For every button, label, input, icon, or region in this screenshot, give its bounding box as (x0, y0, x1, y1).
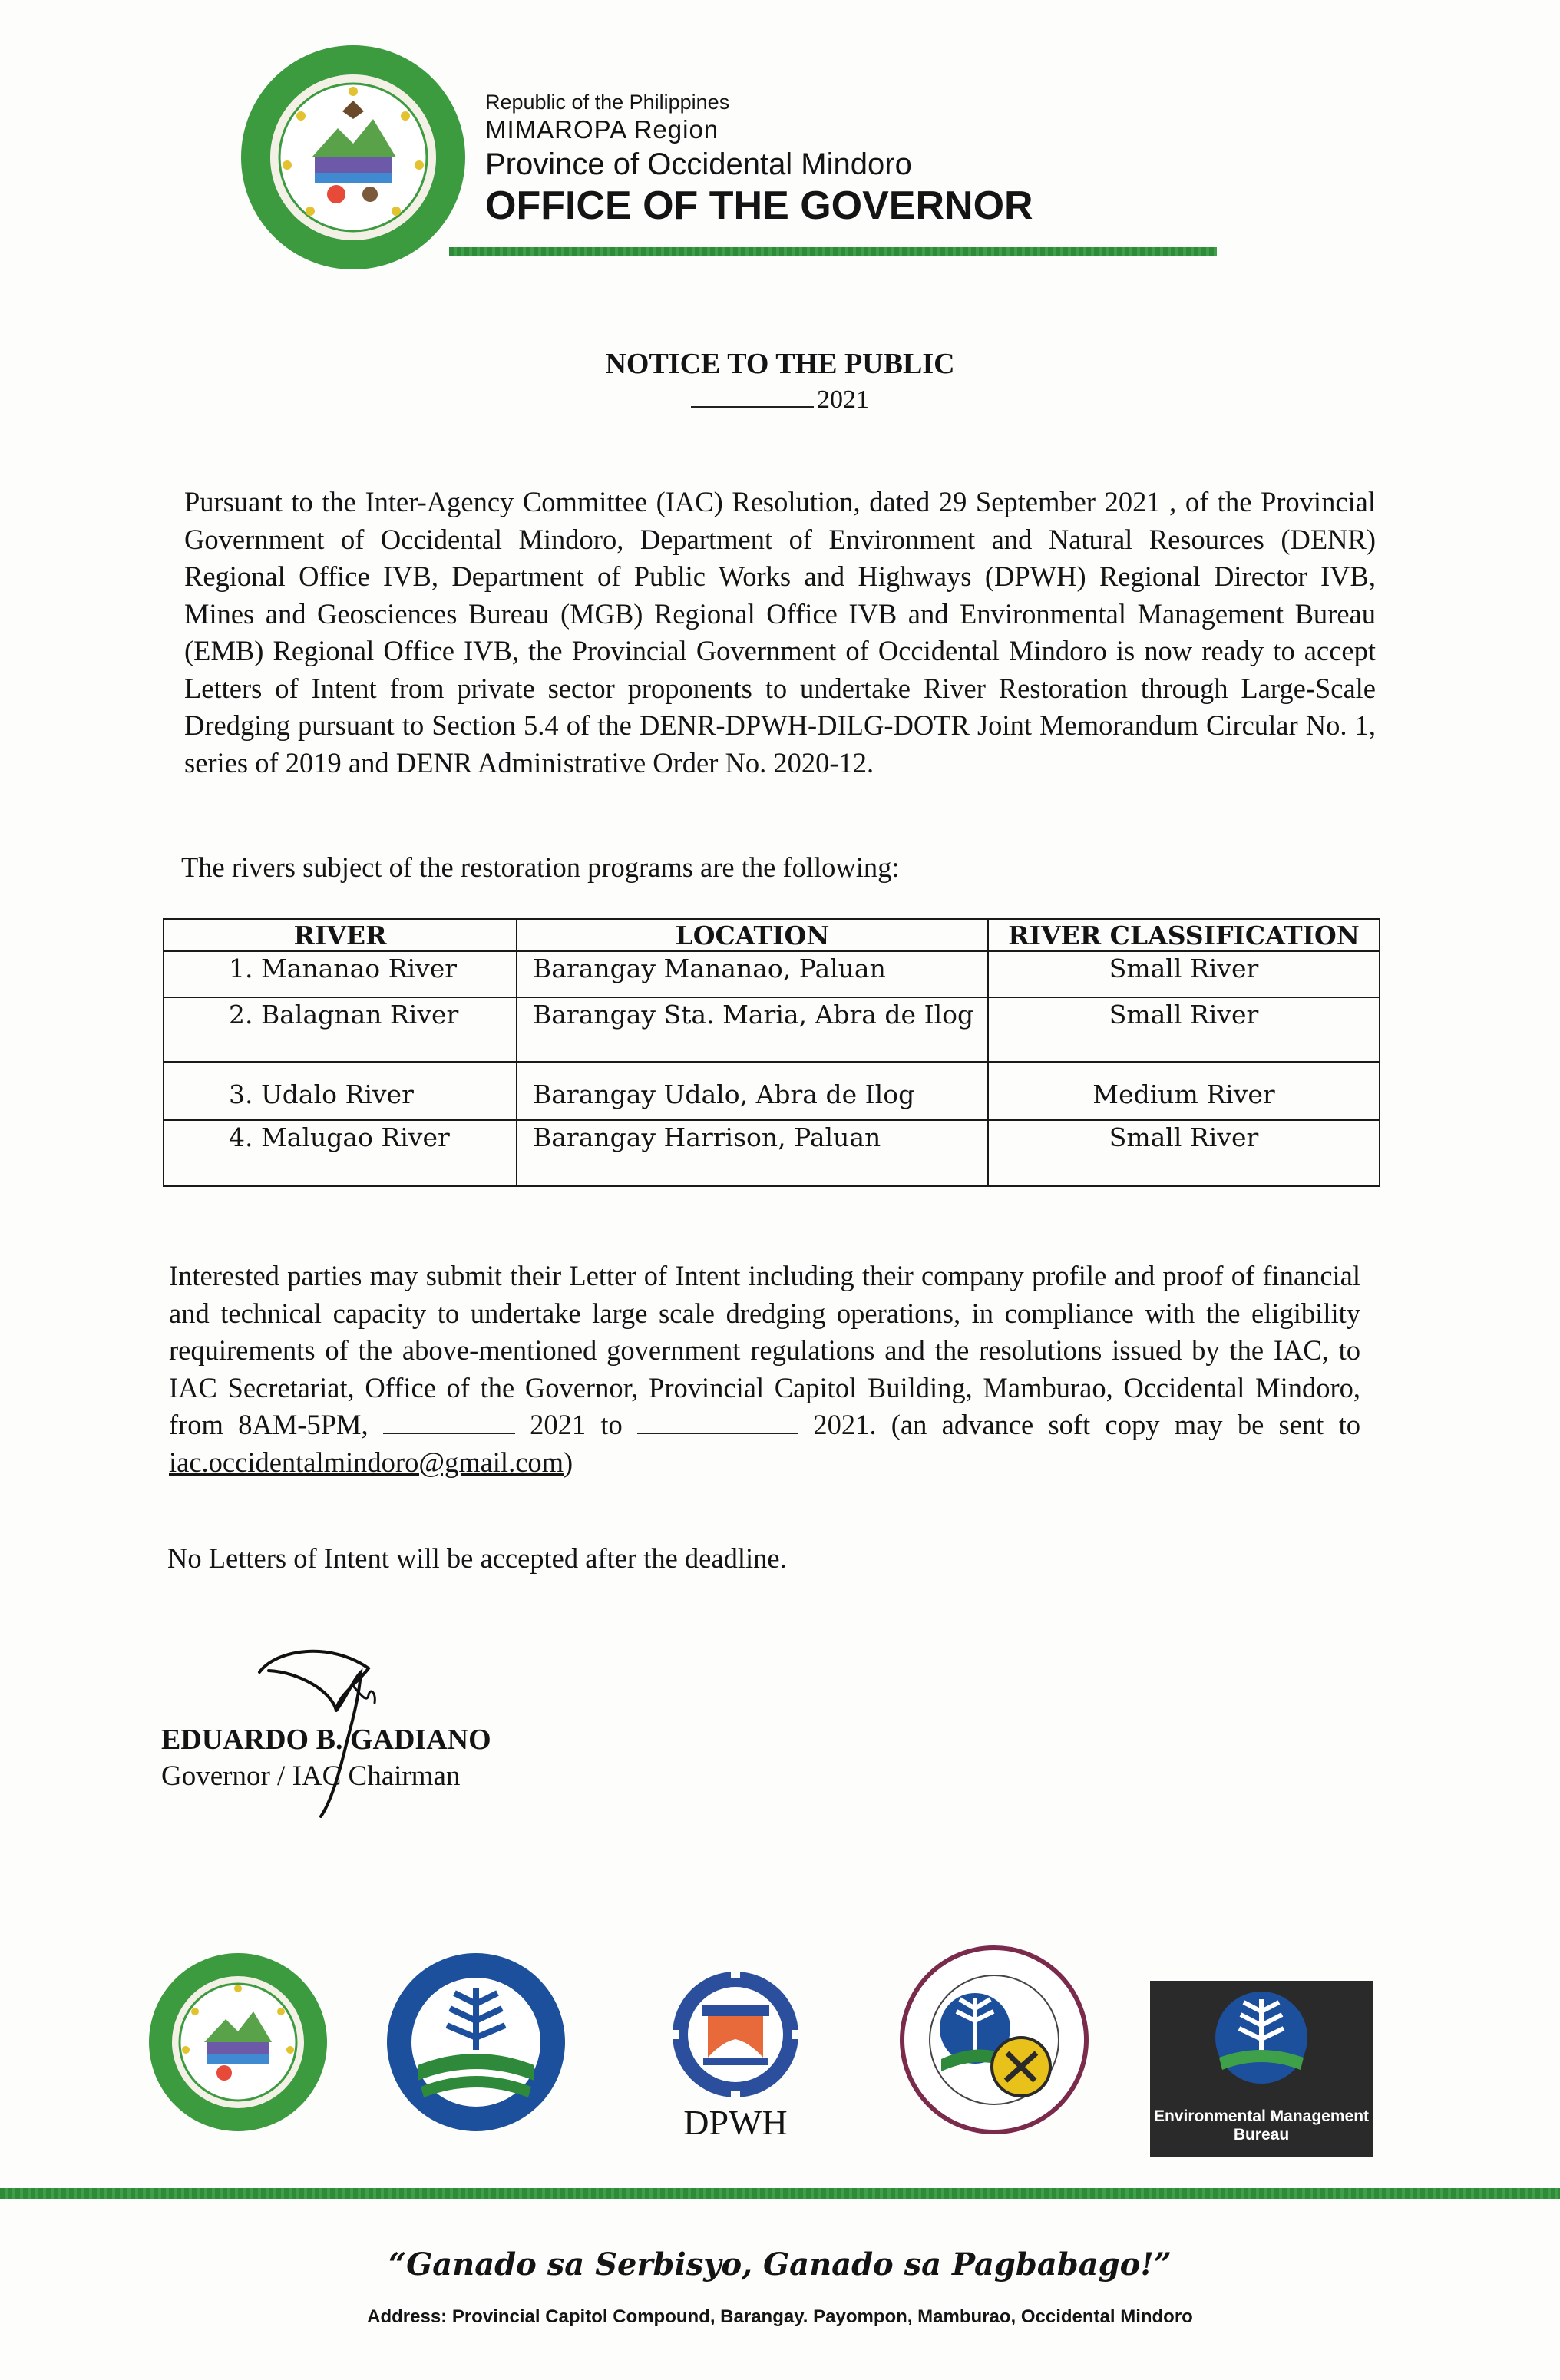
notice-title: NOTICE TO THE PUBLIC (605, 348, 955, 380)
emb-logo-mark (1150, 1981, 1373, 2104)
office-title: OFFICE OF THE GOVERNOR (485, 183, 1033, 228)
river-location: Barangay Udalo, Abra de Ilog (517, 1062, 988, 1120)
river-name: 4. Malugao River (164, 1120, 517, 1186)
start-date-blank (383, 1416, 515, 1434)
river-name: 3. Udalo River (164, 1062, 517, 1120)
mgb-logo (898, 1944, 1090, 2136)
motto: “Ganado sa Serbisyo, Ganado sa Pagbabago!” (388, 2246, 1172, 2282)
closing-paren: ) (564, 1446, 573, 1478)
dpwh-label: DPWH (683, 2103, 788, 2142)
table-row (164, 951, 1380, 997)
river-classification: Small River (988, 1120, 1380, 1186)
provincial-seal-logo (238, 42, 468, 273)
river-name: 1. Mananao River (164, 951, 517, 997)
footer-divider (0, 2188, 1560, 2199)
end-date-blank (637, 1416, 798, 1434)
signatory-name: EDUARDO B. GADIANO (161, 1724, 491, 1756)
notice-date (0, 385, 1560, 415)
river-name: 2. Balagnan River (164, 997, 517, 1062)
submission-text-year: 2021. (an advance soft copy may be sent to (813, 1409, 1361, 1440)
republic-line: Republic of the Philippines (485, 91, 730, 114)
dpwh-logo (659, 1965, 812, 2104)
province-line: Province of Occidental Mindoro (485, 147, 912, 181)
header-divider (449, 247, 1217, 256)
denr-logo (384, 1950, 568, 2134)
emb-label-line1: Environmental Management (1153, 2107, 1370, 2125)
notice-year: 2021 (817, 385, 869, 414)
river-location: Barangay Sta. Maria, Abra de Ilog (517, 997, 988, 1062)
header-location: LOCATION (517, 919, 988, 951)
region-line: MIMAROPA Region (485, 115, 719, 144)
river-classification: Medium River (988, 1062, 1380, 1120)
signatory-title: Governor / IAC Chairman (161, 1760, 461, 1792)
table-row (164, 1120, 1380, 1186)
deadline-text: No Letters of Intent will be accepted after the deadline. (167, 1542, 787, 1574)
table-header-row (164, 919, 1380, 951)
rivers-table (163, 918, 1380, 1187)
provincial-seal-footer-logo (146, 1950, 330, 2134)
submission-text: Interested parties may submit their Letter of Intent including their company profile and proof of financial and technical capacity to undertake large scale dredging operations, in compliance with the eligibility requirements of the above-mentioned government regulations and the resolutions issued by the IAC, to IAC Secretariat, Office of the Governor, Provincial Capitol Building, Mamburao, Occidental Mindoro, from 8AM-5PM, (169, 1260, 1360, 1440)
river-classification: Small River (988, 997, 1380, 1062)
river-location: Barangay Harrison, Paluan (517, 1120, 988, 1186)
email-link[interactable]: iac.occidentalmindoro@gmail.com (169, 1446, 564, 1478)
address: Address: Provincial Capitol Compound, Barangay. Payompon, Mamburao, Occidental Mindoro (367, 2306, 1193, 2327)
table-row (164, 997, 1380, 1062)
river-location: Barangay Mananao, Paluan (517, 951, 988, 997)
rivers-lead-text: The rivers subject of the restoration programs are the following: (181, 851, 900, 883)
submission-paragraph (169, 1258, 1360, 1481)
emb-label-line2: Bureau (1233, 2126, 1290, 2144)
submission-text-year-to: 2021 to (530, 1409, 623, 1440)
date-blank (691, 386, 814, 408)
header-classification: RIVER CLASSIFICATION (988, 919, 1380, 951)
table-row (164, 1062, 1380, 1120)
intro-paragraph: Pursuant to the Inter-Agency Committee (IAC) Resolution, dated 29 September 2021 , of the Provincial Government of Occidental Mindoro, Department of Environment and Natural Resources (DENR) Regional Office IVB, Department of Public Works and Highways (DPWH) Regional Director IVB, Mines and Geosciences Bureau (MGB) Regional Office IVB and Environmental Management Bureau (EMB) Regional Office IVB, the Provincial Government of Occidental Mindoro is now ready to accept Letters of Intent from private sector proponents to undertake River Restoration through Large-Scale Dredging pursuant to Section 5.4 of the DENR-DPWH-DILG-DOTR Joint Memorandum Circular No. 1, series of 2019 and DENR Administrative Order No. 2020-12. (184, 486, 1376, 778)
header-river: RIVER (164, 919, 517, 951)
emb-label (1150, 2107, 1373, 2144)
river-classification: Small River (988, 951, 1380, 997)
